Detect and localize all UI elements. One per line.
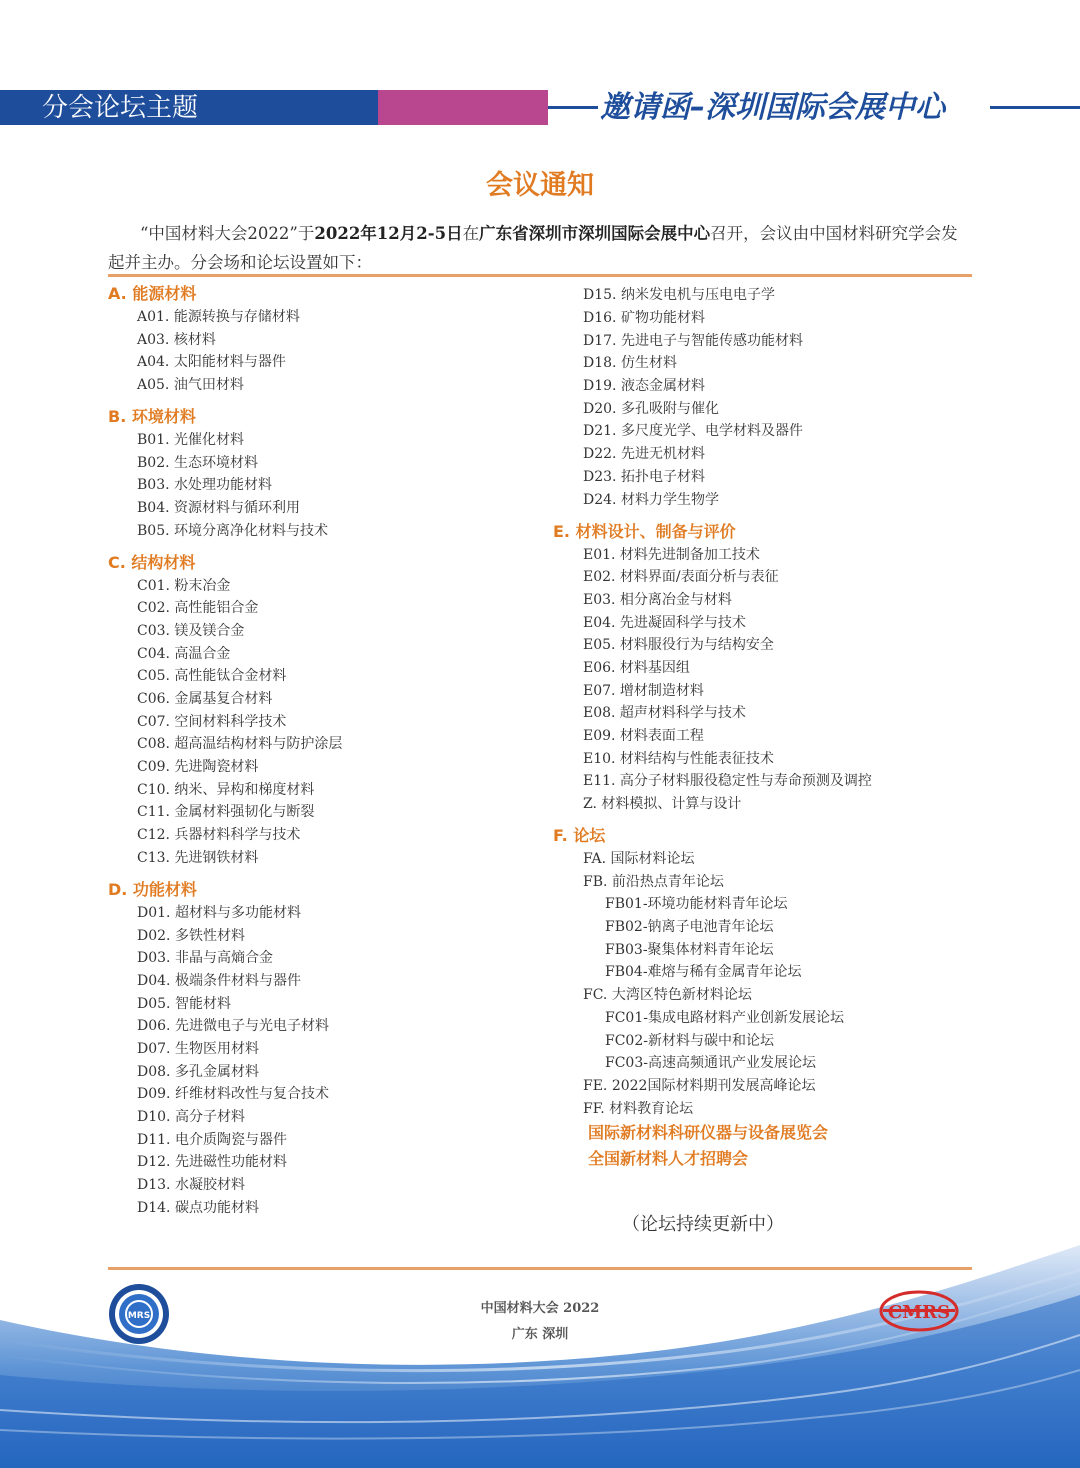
footer-conference-name: 中国材料大会 2022 — [480, 1301, 600, 1316]
list-item: C02. 高性能铝合金 — [137, 600, 259, 616]
list-item: C08. 超高温结构材料与防护涂层 — [137, 736, 343, 752]
list-item: E11. 高分子材料服役稳定性与寿命预测及调控 — [583, 773, 872, 789]
list-item: B04. 资源材料与循环利用 — [137, 500, 301, 516]
notice-title: 会议通知 — [486, 170, 594, 201]
list-item: E01. 材料先进制备加工技术 — [583, 547, 760, 563]
list-item: D11. 电介质陶瓷与器件 — [137, 1132, 287, 1148]
list-item: A04. 太阳能材料与器件 — [137, 354, 286, 370]
cmrs-logo — [878, 1288, 960, 1334]
list-item: C05. 高性能钛合金材料 — [137, 668, 287, 684]
list-item: B01. 光催化材料 — [137, 432, 245, 448]
forum-subitem: FC01-集成电路材料产业创新发展论坛 — [605, 1010, 844, 1026]
list-item: D10. 高分子材料 — [137, 1109, 245, 1125]
list-item: D23. 拓扑电子材料 — [583, 469, 705, 485]
section-heading-f: F. 论坛 — [553, 826, 606, 845]
list-item: C09. 先进陶瓷材料 — [137, 759, 259, 775]
list-item: D19. 液态金属材料 — [583, 378, 705, 394]
forum-subitem: FB02-钠离子电池青年论坛 — [605, 919, 774, 935]
cmrs-logo-text: CMRS — [887, 1302, 951, 1323]
divider-top — [108, 274, 972, 277]
list-item: D08. 多孔金属材料 — [137, 1064, 259, 1080]
list-item: D21. 多尺度光学、电学材料及器件 — [583, 423, 803, 439]
forum-item: FA. 国际材料论坛 — [583, 851, 695, 867]
list-item: D07. 生物医用材料 — [137, 1041, 259, 1057]
list-item: C10. 纳米、异构和梯度材料 — [137, 782, 315, 798]
list-item: C13. 先进钢铁材料 — [137, 850, 259, 866]
list-item: D04. 极端条件材料与器件 — [137, 973, 301, 989]
forum-subitem: FB01-环境功能材料青年论坛 — [605, 896, 788, 912]
list-item: D02. 多铁性材料 — [137, 928, 245, 944]
section-heading-c: C. 结构材料 — [108, 553, 196, 572]
list-item: D18. 仿生材料 — [583, 355, 677, 371]
list-item: A01. 能源转换与存储材料 — [137, 309, 300, 325]
list-item: E03. 相分离冶金与材料 — [583, 592, 732, 608]
list-item: Z. 材料模拟、计算与设计 — [583, 796, 742, 812]
svg-text:MRS: MRS — [127, 1311, 151, 1321]
list-item: D20. 多孔吸附与催化 — [583, 401, 719, 417]
highlight-recruitment: 全国新材料人才招聘会 — [588, 1149, 749, 1168]
list-item: A05. 油气田材料 — [137, 377, 244, 393]
list-item: E06. 材料基因组 — [583, 660, 690, 676]
highlight-exhibition: 国际新材料科研仪器与设备展览会 — [588, 1123, 829, 1142]
list-item: A03. 核材料 — [137, 332, 216, 348]
forum-subitem: FC03-高速高频通讯产业发展论坛 — [605, 1055, 816, 1071]
list-item: E07. 增材制造材料 — [583, 683, 704, 699]
section-title: 分会论坛主题 — [42, 93, 199, 123]
invitation-slogan: 邀请函–深圳国际会展中心 — [600, 90, 945, 125]
list-item: C06. 金属基复合材料 — [137, 691, 273, 707]
list-item: D01. 超材料与多功能材料 — [137, 905, 301, 921]
section-heading-d: D. 功能材料 — [108, 880, 197, 899]
list-item: D24. 材料力学生物学 — [583, 492, 719, 508]
list-item: D22. 先进无机材料 — [583, 446, 705, 462]
list-item: C11. 金属材料强韧化与断裂 — [137, 804, 315, 820]
list-item: C04. 高温合金 — [137, 646, 231, 662]
list-item: D03. 非晶与高熵合金 — [137, 950, 273, 966]
list-item: E02. 材料界面/表面分析与表征 — [583, 569, 779, 585]
list-item: E08. 超声材料科学与技术 — [583, 705, 746, 721]
list-item: B02. 生态环境材料 — [137, 455, 259, 471]
list-item: B03. 水处理功能材料 — [137, 477, 273, 493]
list-item: E10. 材料结构与性能表征技术 — [583, 751, 774, 767]
header-rule-left — [548, 106, 598, 109]
intro-date: 2022年12月2-5日 — [314, 224, 463, 243]
list-item: E05. 材料服役行为与结构安全 — [583, 637, 774, 653]
list-item: E09. 材料表面工程 — [583, 728, 704, 744]
list-item: D05. 智能材料 — [137, 996, 231, 1012]
intro-place: 广东省深圳市深圳国际会展中心 — [479, 224, 711, 243]
header-magenta-band — [378, 90, 548, 125]
list-item: D15. 纳米发电机与压电电子学 — [583, 287, 775, 303]
intro-post: 召开，会议由中国材料研究学会发起并主办。分会场和论坛设置如下： — [108, 224, 958, 272]
intro-pre: “中国材料大会2022”于 — [140, 224, 315, 243]
forum-subitem: FB03-聚集体材料青年论坛 — [605, 942, 774, 958]
list-item: D06. 先进微电子与光电子材料 — [137, 1018, 329, 1034]
list-item: C12. 兵器材料科学与技术 — [137, 827, 301, 843]
list-item: D12. 先进磁性功能材料 — [137, 1154, 287, 1170]
list-item: D09. 纤维材料改性与复合技术 — [137, 1086, 329, 1102]
header-rule-right — [990, 106, 1080, 109]
forum-subitem: FC02-新材料与碳中和论坛 — [605, 1033, 774, 1049]
forum-item: FE. 2022国际材料期刊发展高峰论坛 — [583, 1078, 816, 1094]
list-item: B05. 环境分离净化材料与技术 — [137, 523, 329, 539]
forum-item: FF. 材料教育论坛 — [583, 1101, 694, 1117]
update-note: （论坛持续更新中） — [622, 1214, 784, 1235]
section-heading-a: A. 能源材料 — [108, 284, 197, 303]
list-item: D17. 先进电子与智能传感功能材料 — [583, 333, 803, 349]
list-item: C01. 粉末冶金 — [137, 578, 231, 594]
forum-item: FB. 前沿热点青年论坛 — [583, 874, 724, 890]
list-item: C03. 镁及镁合金 — [137, 623, 245, 639]
intro-mid: 在 — [462, 224, 480, 243]
section-heading-b: B. 环境材料 — [108, 407, 196, 426]
list-item: D13. 水凝胶材料 — [137, 1177, 245, 1193]
forum-item: FC. 大湾区特色新材料论坛 — [583, 987, 752, 1003]
footer-location: 广东 深圳 — [511, 1327, 569, 1342]
intro-paragraph — [108, 219, 974, 277]
list-item: D16. 矿物功能材料 — [583, 310, 705, 326]
list-item: D14. 碳点功能材料 — [137, 1200, 259, 1216]
list-item: E04. 先进凝固科学与技术 — [583, 615, 746, 631]
list-item: C07. 空间材料科学技术 — [137, 714, 287, 730]
forum-subitem: FB04-难熔与稀有金属青年论坛 — [605, 964, 802, 980]
section-heading-e: E. 材料设计、制备与评价 — [553, 522, 736, 541]
